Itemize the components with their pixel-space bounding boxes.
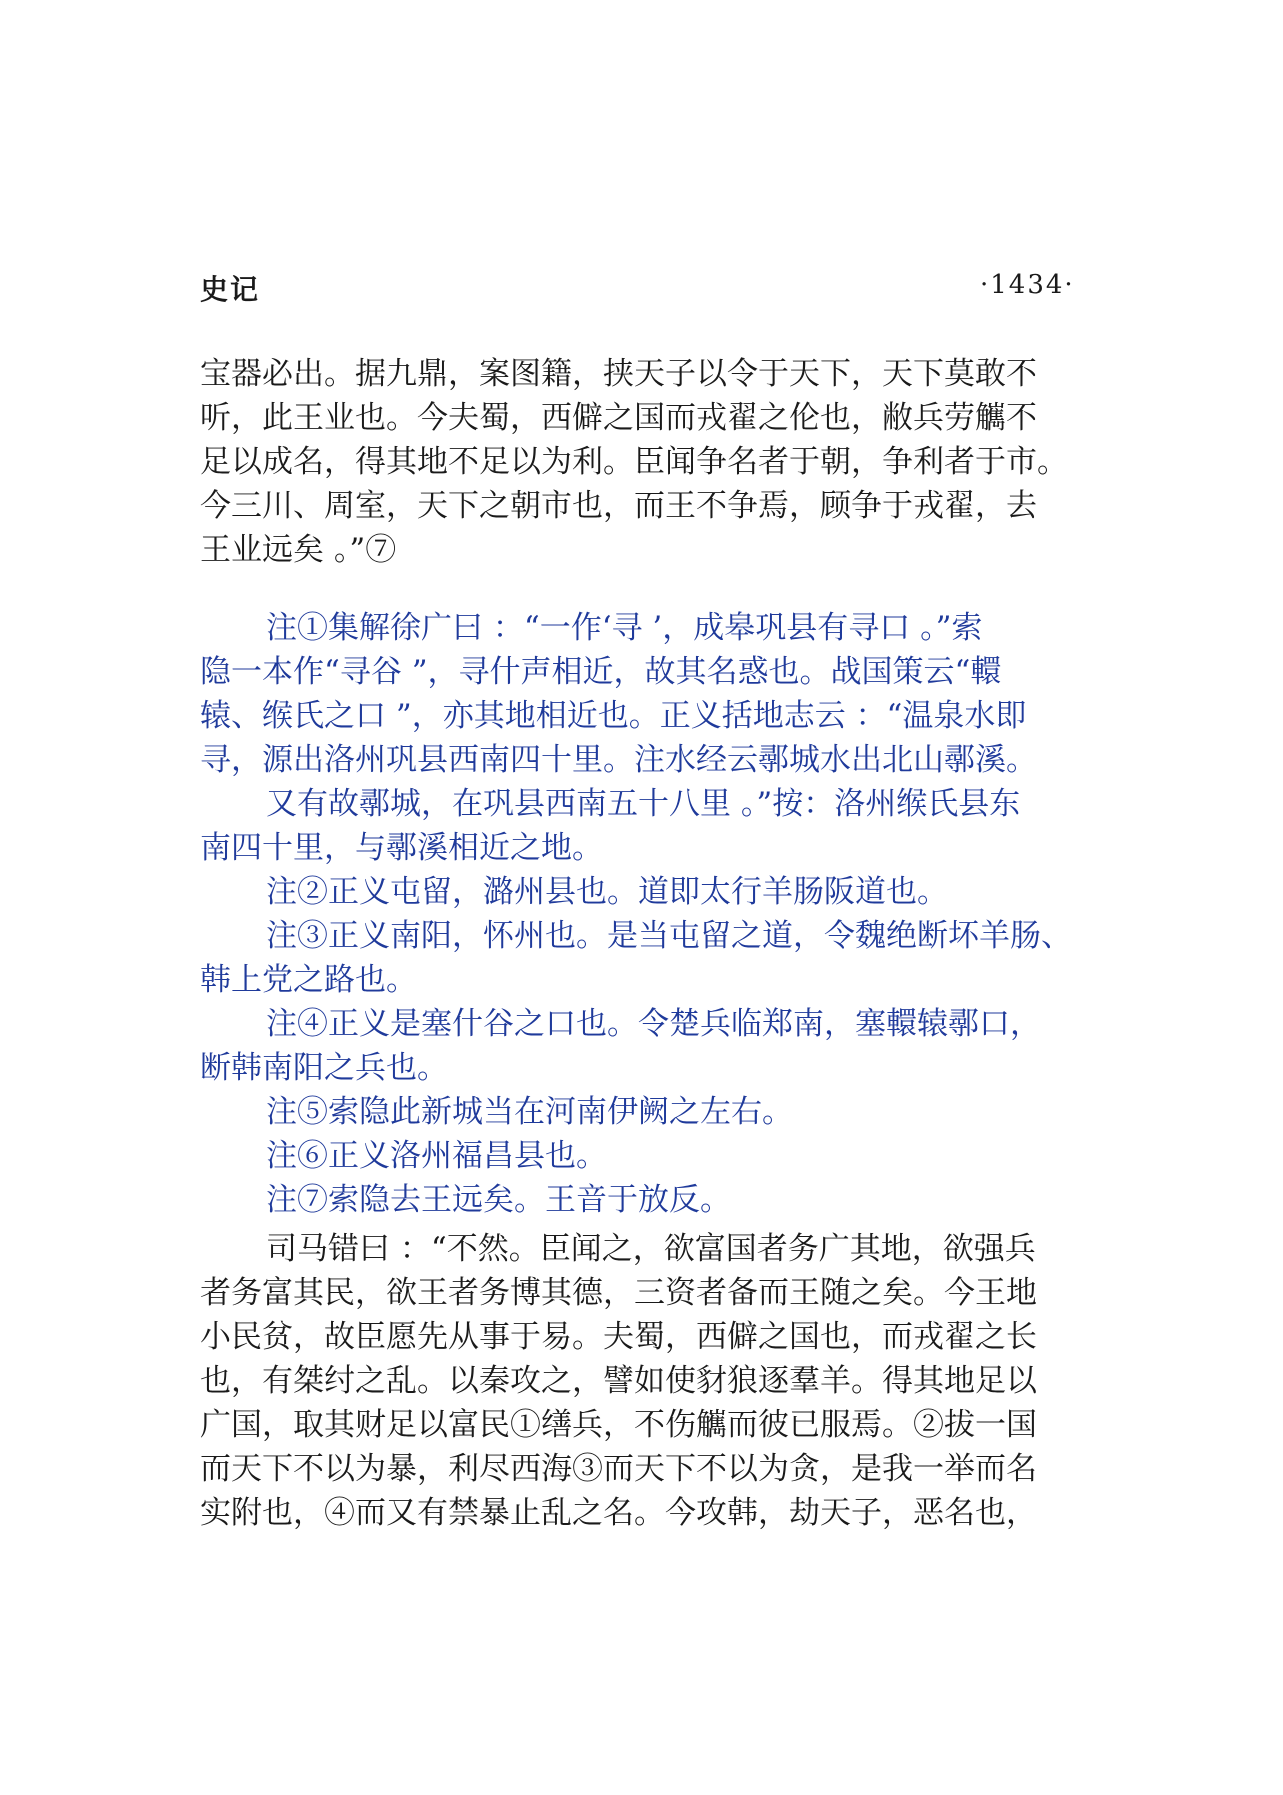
- main-text-line: 王业远矣 。”⑦: [200, 532, 397, 568]
- main-text-line: 听，此王业也。今夫蜀，西僻之国而戎翟之伦也，敝兵劳觽不: [200, 400, 1037, 436]
- main-text-line: 足以成名，得其地不足以为利。臣闻争名者于朝，争利者于市。: [200, 444, 1068, 480]
- annotation-note-line: 注⑤索隐此新城当在河南伊阙之左右。: [266, 1094, 793, 1130]
- main-text-line: 而天下不以为暴，利尽西海③而天下不以为贪，是我一举而名: [200, 1451, 1037, 1487]
- annotation-note-line: 注⑦索隐去王远矣。王音于放反。: [266, 1182, 731, 1218]
- main-text-line: 者务富其民，欲王者务博其德，三资者备而王随之矣。今王地: [200, 1275, 1037, 1311]
- main-text-block-continued: [200, 1227, 1100, 1535]
- annotation-note-line: 注②正义屯留，潞州县也。道即太行羊肠阪道也。: [266, 874, 948, 910]
- main-text-line: 今三川、周室，天下之朝市也，而王不争焉，顾争于戎翟，去: [200, 488, 1037, 524]
- annotation-note-line: 断韩南阳之兵也。: [200, 1050, 448, 1086]
- main-text-line: 司马错曰 ：“不然。臣闻之，欲富国者务广其地，欲强兵: [266, 1231, 1036, 1267]
- page-number: ·1434·: [980, 270, 1075, 300]
- main-text-line: 小民贫，故臣愿先从事于易。夫蜀，西僻之国也，而戎翟之长: [200, 1319, 1037, 1355]
- main-text-line: 宝器必出。据九鼎，案图籍，挟天子以令于天下，天下莫敢不: [200, 356, 1037, 392]
- annotation-note-line: 注①集解徐广曰 ：“一作‘寻 ’，成皋巩县有寻口 。”索: [266, 610, 983, 646]
- main-text-line: 实附也，④而又有禁暴止乱之名。今攻韩，劫天子，恶名也，: [200, 1495, 1037, 1531]
- annotation-note-line: 南四十里，与鄩溪相近之地。: [200, 830, 603, 866]
- annotation-note-line: 辕、缑氏之口 ”，亦其地相近也。正义括地志云 ：“温泉水即: [200, 698, 1027, 734]
- annotation-note-line: 韩上党之路也。: [200, 962, 417, 998]
- annotation-note-line: 注⑥正义洛州福昌县也。: [266, 1138, 607, 1174]
- annotation-note-line: 注③正义南阳，怀州也。是当屯留之道，令魏绝断坏羊肠、: [266, 918, 1072, 954]
- annotation-note-line: 又有故鄩城，在巩县西南五十八里 。”按：洛州缑氏县东: [266, 786, 1021, 822]
- annotation-note-line: 隐一本作“寻谷 ”，寻什声相近，故其名惑也。战国策云“轘: [200, 654, 1002, 690]
- main-text-line: 也，有桀纣之乱。以秦攻之，譬如使豺狼逐羣羊。得其地足以: [200, 1363, 1037, 1399]
- main-text-line: 广国，取其财足以富民①缮兵，不伤觽而彼已服焉。②拔一国: [200, 1407, 1037, 1443]
- annotation-notes-block: [200, 606, 1100, 1222]
- annotation-note-line: 寻，源出洛州巩县西南四十里。注水经云鄩城水出北山鄩溪。: [200, 742, 1037, 778]
- main-text-block: [200, 352, 1100, 572]
- running-header-title: 史记: [200, 273, 261, 306]
- annotation-note-line: 注④正义是塞什谷之口也。令楚兵临郑南，塞轘辕鄩口，: [266, 1006, 1041, 1042]
